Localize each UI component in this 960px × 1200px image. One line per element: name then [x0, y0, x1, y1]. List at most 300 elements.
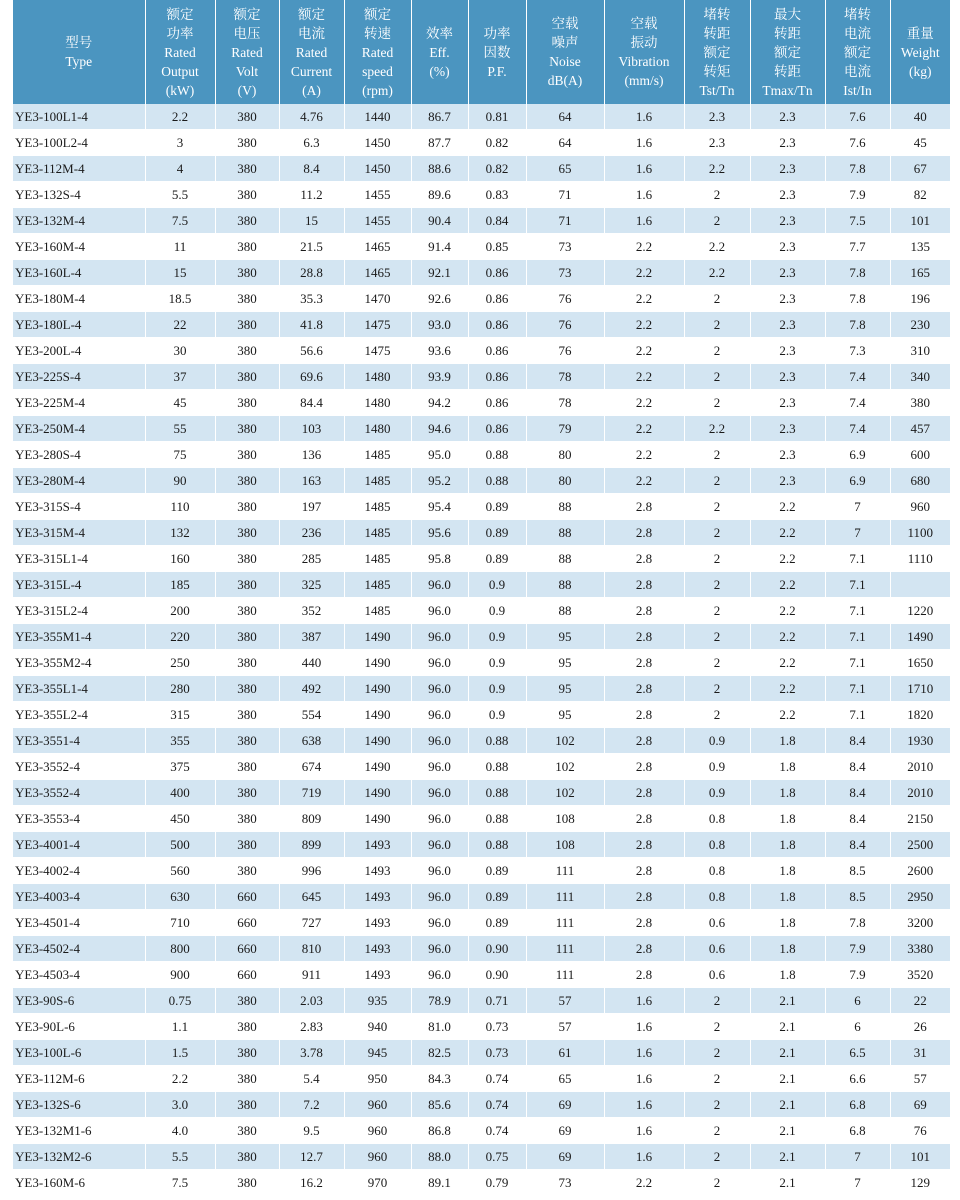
cell-vibration: 2.2 [604, 234, 684, 260]
cell-type: YE3-90L-6 [13, 1014, 145, 1040]
cell-tst-tn: 2 [684, 364, 750, 390]
cell-rated-output: 7.5 [145, 1170, 215, 1196]
header-weight-en: Weight (kg) [900, 44, 940, 79]
cell-rated-output: 2.2 [145, 1066, 215, 1092]
cell-efficiency: 94.2 [411, 390, 468, 416]
cell-rated-speed: 1490 [344, 702, 411, 728]
cell-power-factor: 0.89 [468, 494, 526, 520]
cell-rated-output: 15 [145, 260, 215, 286]
cell-tmax-tn: 1.8 [750, 962, 825, 988]
cell-tmax-tn: 2.2 [750, 572, 825, 598]
cell-tst-tn: 2 [684, 702, 750, 728]
cell-power-factor: 0.71 [468, 988, 526, 1014]
cell-rated-output: 375 [145, 754, 215, 780]
cell-efficiency: 96.0 [411, 676, 468, 702]
cell-rated-volt: 380 [215, 624, 279, 650]
header-efficiency-zh: 效率 [426, 25, 453, 41]
cell-tmax-tn: 2.2 [750, 676, 825, 702]
cell-rated-speed: 1485 [344, 468, 411, 494]
cell-noise: 88 [526, 598, 604, 624]
cell-weight: 457 [890, 416, 950, 442]
cell-type: YE3-315S-4 [13, 494, 145, 520]
cell-power-factor: 0.89 [468, 910, 526, 936]
cell-rated-output: 160 [145, 546, 215, 572]
cell-tst-tn: 0.8 [684, 858, 750, 884]
cell-power-factor: 0.89 [468, 546, 526, 572]
header-rated-speed [344, 0, 411, 104]
cell-ist-in: 8.4 [825, 780, 890, 806]
cell-weight: 310 [890, 338, 950, 364]
cell-rated-output: 30 [145, 338, 215, 364]
table-row [13, 598, 950, 624]
cell-vibration: 2.2 [604, 364, 684, 390]
cell-noise: 88 [526, 546, 604, 572]
cell-tst-tn: 2 [684, 338, 750, 364]
cell-type: YE3-4003-4 [13, 884, 145, 910]
cell-rated-output: 220 [145, 624, 215, 650]
table-row [13, 754, 950, 780]
cell-power-factor: 0.88 [468, 442, 526, 468]
cell-rated-current: 3.78 [279, 1040, 344, 1066]
cell-rated-volt: 660 [215, 884, 279, 910]
cell-vibration: 1.6 [604, 1118, 684, 1144]
cell-rated-volt: 380 [215, 1118, 279, 1144]
cell-type: YE3-132M1-6 [13, 1118, 145, 1144]
table-header [13, 0, 950, 104]
cell-ist-in: 7.1 [825, 546, 890, 572]
cell-noise: 80 [526, 442, 604, 468]
cell-tmax-tn: 1.8 [750, 858, 825, 884]
cell-rated-current: 21.5 [279, 234, 344, 260]
cell-tmax-tn: 2.1 [750, 1118, 825, 1144]
cell-weight: 3200 [890, 910, 950, 936]
cell-rated-speed: 1450 [344, 156, 411, 182]
cell-rated-output: 4 [145, 156, 215, 182]
cell-rated-volt: 380 [215, 364, 279, 390]
cell-rated-output: 900 [145, 962, 215, 988]
cell-type: YE3-200L-4 [13, 338, 145, 364]
cell-rated-current: 6.3 [279, 130, 344, 156]
table-row [13, 286, 950, 312]
cell-rated-output: 3 [145, 130, 215, 156]
cell-type: YE3-315L2-4 [13, 598, 145, 624]
cell-noise: 102 [526, 754, 604, 780]
cell-rated-volt: 380 [215, 494, 279, 520]
cell-power-factor: 0.73 [468, 1014, 526, 1040]
header-efficiency [411, 0, 468, 104]
cell-vibration: 1.6 [604, 104, 684, 130]
cell-vibration: 2.8 [604, 572, 684, 598]
cell-tmax-tn: 2.3 [750, 260, 825, 286]
cell-rated-current: 197 [279, 494, 344, 520]
header-noise-en: Noise dB(A) [547, 54, 583, 88]
cell-rated-volt: 380 [215, 754, 279, 780]
cell-rated-output: 800 [145, 936, 215, 962]
cell-type: YE3-100L-6 [13, 1040, 145, 1066]
cell-ist-in: 6 [825, 988, 890, 1014]
cell-rated-current: 809 [279, 806, 344, 832]
cell-vibration: 1.6 [604, 1040, 684, 1066]
cell-rated-current: 352 [279, 598, 344, 624]
cell-efficiency: 91.4 [411, 234, 468, 260]
cell-vibration: 2.8 [604, 884, 684, 910]
cell-weight: 67 [890, 156, 950, 182]
cell-efficiency: 85.6 [411, 1092, 468, 1118]
cell-tst-tn: 2 [684, 390, 750, 416]
cell-tst-tn: 2 [684, 1014, 750, 1040]
cell-weight: 69 [890, 1092, 950, 1118]
header-rated-output [145, 0, 215, 104]
cell-vibration: 2.2 [604, 390, 684, 416]
cell-rated-current: 8.4 [279, 156, 344, 182]
cell-rated-volt: 380 [215, 858, 279, 884]
table-row [13, 988, 950, 1014]
cell-tst-tn: 0.6 [684, 962, 750, 988]
cell-ist-in: 7.9 [825, 962, 890, 988]
cell-rated-volt: 380 [215, 390, 279, 416]
cell-rated-speed: 1490 [344, 728, 411, 754]
cell-weight: 57 [890, 1066, 950, 1092]
cell-tst-tn: 2 [684, 208, 750, 234]
cell-rated-volt: 380 [215, 286, 279, 312]
cell-efficiency: 87.7 [411, 130, 468, 156]
cell-tst-tn: 0.9 [684, 754, 750, 780]
cell-efficiency: 96.0 [411, 962, 468, 988]
cell-tmax-tn: 2.3 [750, 338, 825, 364]
cell-type: YE3-160L-4 [13, 260, 145, 286]
cell-type: YE3-250M-4 [13, 416, 145, 442]
cell-power-factor: 0.86 [468, 390, 526, 416]
cell-tmax-tn: 2.1 [750, 1144, 825, 1170]
cell-rated-volt: 380 [215, 1170, 279, 1196]
cell-noise: 73 [526, 234, 604, 260]
cell-tst-tn: 2 [684, 1144, 750, 1170]
cell-tmax-tn: 2.3 [750, 130, 825, 156]
cell-rated-current: 727 [279, 910, 344, 936]
cell-ist-in: 7.9 [825, 182, 890, 208]
cell-rated-output: 200 [145, 598, 215, 624]
cell-efficiency: 95.6 [411, 520, 468, 546]
cell-rated-volt: 380 [215, 728, 279, 754]
cell-rated-speed: 1475 [344, 338, 411, 364]
cell-power-factor: 0.88 [468, 754, 526, 780]
cell-rated-current: 4.76 [279, 104, 344, 130]
cell-rated-speed: 1475 [344, 312, 411, 338]
cell-tmax-tn: 2.1 [750, 1040, 825, 1066]
cell-vibration: 1.6 [604, 1014, 684, 1040]
cell-rated-volt: 380 [215, 104, 279, 130]
cell-rated-output: 90 [145, 468, 215, 494]
cell-rated-speed: 1493 [344, 884, 411, 910]
cell-tst-tn: 2 [684, 312, 750, 338]
cell-ist-in: 7 [825, 494, 890, 520]
cell-rated-output: 3.0 [145, 1092, 215, 1118]
cell-vibration: 2.8 [604, 624, 684, 650]
cell-vibration: 1.6 [604, 130, 684, 156]
cell-rated-speed: 950 [344, 1066, 411, 1092]
cell-rated-volt: 380 [215, 1144, 279, 1170]
cell-rated-speed: 1485 [344, 494, 411, 520]
cell-tst-tn: 2 [684, 442, 750, 468]
cell-rated-speed: 970 [344, 1170, 411, 1196]
cell-type: YE3-355M2-4 [13, 650, 145, 676]
cell-rated-volt: 380 [215, 988, 279, 1014]
cell-ist-in: 7 [825, 520, 890, 546]
header-power-factor-zh: 功率 因数 [483, 25, 511, 60]
cell-vibration: 2.2 [604, 442, 684, 468]
cell-rated-output: 5.5 [145, 182, 215, 208]
cell-ist-in: 7.8 [825, 312, 890, 338]
cell-ist-in: 7.1 [825, 676, 890, 702]
cell-weight: 26 [890, 1014, 950, 1040]
cell-tmax-tn: 2.2 [750, 598, 825, 624]
table-row [13, 832, 950, 858]
cell-tmax-tn: 2.3 [750, 286, 825, 312]
cell-rated-current: 56.6 [279, 338, 344, 364]
cell-rated-volt: 380 [215, 208, 279, 234]
header-vibration-en: Vibration (mm/s) [618, 54, 670, 88]
cell-type: YE3-280M-4 [13, 468, 145, 494]
cell-type: YE3-3553-4 [13, 806, 145, 832]
cell-noise: 111 [526, 962, 604, 988]
cell-power-factor: 0.9 [468, 702, 526, 728]
cell-type: YE3-100L1-4 [13, 104, 145, 130]
cell-rated-current: 810 [279, 936, 344, 962]
cell-rated-speed: 935 [344, 988, 411, 1014]
cell-rated-volt: 380 [215, 1014, 279, 1040]
cell-power-factor: 0.86 [468, 416, 526, 442]
cell-power-factor: 0.9 [468, 624, 526, 650]
cell-vibration: 1.6 [604, 156, 684, 182]
cell-rated-current: 325 [279, 572, 344, 598]
cell-noise: 76 [526, 338, 604, 364]
cell-power-factor: 0.89 [468, 884, 526, 910]
header-rated-current [279, 0, 344, 104]
cell-type: YE3-355L2-4 [13, 702, 145, 728]
cell-tst-tn: 2 [684, 1040, 750, 1066]
table-row [13, 494, 950, 520]
cell-efficiency: 96.0 [411, 780, 468, 806]
header-rated-volt-zh: 额定 电压 [233, 6, 261, 41]
header-rated-current-en: Rated Current (A) [290, 44, 333, 98]
cell-power-factor: 0.88 [468, 780, 526, 806]
cell-rated-output: 22 [145, 312, 215, 338]
cell-tmax-tn: 1.8 [750, 884, 825, 910]
cell-tst-tn: 0.8 [684, 832, 750, 858]
cell-rated-output: 18.5 [145, 286, 215, 312]
cell-rated-output: 55 [145, 416, 215, 442]
cell-tmax-tn: 2.3 [750, 442, 825, 468]
cell-vibration: 2.2 [604, 416, 684, 442]
cell-vibration: 2.8 [604, 910, 684, 936]
cell-type: YE3-3552-4 [13, 780, 145, 806]
table-row [13, 1144, 950, 1170]
cell-type: YE3-132S-4 [13, 182, 145, 208]
cell-efficiency: 96.0 [411, 832, 468, 858]
cell-power-factor: 0.88 [468, 468, 526, 494]
cell-rated-current: 996 [279, 858, 344, 884]
table-row [13, 624, 950, 650]
cell-power-factor: 0.74 [468, 1118, 526, 1144]
header-tst-tn-zh: 堵转 转距 额定 转矩 [703, 6, 731, 79]
table-row [13, 390, 950, 416]
cell-tst-tn: 2 [684, 1170, 750, 1196]
cell-type: YE3-3552-4 [13, 754, 145, 780]
cell-type: YE3-4503-4 [13, 962, 145, 988]
cell-power-factor: 0.73 [468, 1040, 526, 1066]
cell-weight: 165 [890, 260, 950, 286]
cell-vibration: 1.6 [604, 208, 684, 234]
header-weight [890, 0, 950, 104]
table-row [13, 1092, 950, 1118]
cell-rated-output: 0.75 [145, 988, 215, 1014]
cell-vibration: 1.6 [604, 1066, 684, 1092]
cell-rated-current: 2.03 [279, 988, 344, 1014]
cell-tmax-tn: 1.8 [750, 754, 825, 780]
table-row [13, 260, 950, 286]
cell-type: YE3-132M2-6 [13, 1144, 145, 1170]
cell-rated-output: 37 [145, 364, 215, 390]
cell-efficiency: 96.0 [411, 624, 468, 650]
cell-rated-volt: 380 [215, 520, 279, 546]
cell-rated-output: 110 [145, 494, 215, 520]
cell-efficiency: 96.0 [411, 858, 468, 884]
cell-weight: 960 [890, 494, 950, 520]
cell-type: YE3-3551-4 [13, 728, 145, 754]
cell-rated-current: 41.8 [279, 312, 344, 338]
cell-vibration: 2.8 [604, 962, 684, 988]
cell-tmax-tn: 2.3 [750, 416, 825, 442]
cell-rated-current: 28.8 [279, 260, 344, 286]
cell-rated-current: 136 [279, 442, 344, 468]
cell-tmax-tn: 2.1 [750, 1092, 825, 1118]
cell-vibration: 2.8 [604, 598, 684, 624]
cell-power-factor: 0.74 [468, 1092, 526, 1118]
cell-rated-speed: 1490 [344, 676, 411, 702]
cell-vibration: 2.8 [604, 806, 684, 832]
cell-tmax-tn: 2.2 [750, 650, 825, 676]
cell-noise: 69 [526, 1144, 604, 1170]
cell-vibration: 2.8 [604, 520, 684, 546]
cell-ist-in: 6.9 [825, 468, 890, 494]
cell-ist-in: 8.5 [825, 858, 890, 884]
cell-noise: 73 [526, 260, 604, 286]
cell-rated-current: 554 [279, 702, 344, 728]
cell-power-factor: 0.9 [468, 572, 526, 598]
cell-rated-output: 280 [145, 676, 215, 702]
cell-efficiency: 92.1 [411, 260, 468, 286]
cell-power-factor: 0.9 [468, 598, 526, 624]
cell-tmax-tn: 2.3 [750, 104, 825, 130]
cell-noise: 61 [526, 1040, 604, 1066]
cell-power-factor: 0.83 [468, 182, 526, 208]
cell-tst-tn: 0.8 [684, 884, 750, 910]
cell-vibration: 2.2 [604, 286, 684, 312]
cell-rated-volt: 660 [215, 936, 279, 962]
cell-rated-output: 75 [145, 442, 215, 468]
table-row [13, 676, 950, 702]
cell-ist-in: 7.4 [825, 390, 890, 416]
cell-ist-in: 8.4 [825, 728, 890, 754]
cell-noise: 88 [526, 572, 604, 598]
cell-power-factor: 0.86 [468, 312, 526, 338]
cell-ist-in: 7.8 [825, 156, 890, 182]
cell-efficiency: 88.6 [411, 156, 468, 182]
cell-weight: 22 [890, 988, 950, 1014]
cell-type: YE3-225S-4 [13, 364, 145, 390]
cell-rated-output: 2.2 [145, 104, 215, 130]
cell-noise: 80 [526, 468, 604, 494]
cell-efficiency: 96.0 [411, 728, 468, 754]
cell-weight: 101 [890, 1144, 950, 1170]
cell-noise: 69 [526, 1118, 604, 1144]
table-row [13, 962, 950, 988]
cell-weight: 129 [890, 1170, 950, 1196]
cell-rated-volt: 380 [215, 130, 279, 156]
cell-noise: 102 [526, 780, 604, 806]
cell-rated-volt: 380 [215, 338, 279, 364]
cell-tmax-tn: 2.3 [750, 156, 825, 182]
cell-vibration: 2.8 [604, 676, 684, 702]
cell-weight: 1110 [890, 546, 950, 572]
cell-noise: 64 [526, 130, 604, 156]
cell-rated-volt: 380 [215, 468, 279, 494]
cell-noise: 108 [526, 806, 604, 832]
cell-ist-in: 6.5 [825, 1040, 890, 1066]
cell-tst-tn: 2.3 [684, 130, 750, 156]
table-row [13, 884, 950, 910]
header-type-zh: 型号 [65, 35, 93, 50]
cell-ist-in: 6.9 [825, 442, 890, 468]
cell-type: YE3-315M-4 [13, 520, 145, 546]
table-row [13, 156, 950, 182]
header-vibration [604, 0, 684, 104]
header-type [13, 0, 145, 104]
cell-noise: 88 [526, 520, 604, 546]
cell-rated-speed: 1455 [344, 182, 411, 208]
table-row [13, 104, 950, 130]
cell-noise: 88 [526, 494, 604, 520]
cell-power-factor: 0.86 [468, 260, 526, 286]
cell-noise: 79 [526, 416, 604, 442]
cell-power-factor: 0.81 [468, 104, 526, 130]
cell-efficiency: 90.4 [411, 208, 468, 234]
cell-rated-volt: 380 [215, 156, 279, 182]
cell-tmax-tn: 2.1 [750, 988, 825, 1014]
cell-rated-volt: 660 [215, 910, 279, 936]
cell-noise: 76 [526, 286, 604, 312]
header-rated-output-zh: 额定 功率 [166, 6, 194, 41]
header-tmax-tn-en: Tmax/Tn [762, 82, 813, 98]
cell-ist-in: 7.6 [825, 104, 890, 130]
cell-tst-tn: 0.9 [684, 780, 750, 806]
cell-efficiency: 96.0 [411, 936, 468, 962]
cell-rated-output: 710 [145, 910, 215, 936]
cell-efficiency: 96.0 [411, 754, 468, 780]
cell-power-factor: 0.90 [468, 962, 526, 988]
cell-vibration: 2.8 [604, 780, 684, 806]
cell-rated-speed: 1485 [344, 442, 411, 468]
table-row [13, 1118, 950, 1144]
cell-weight: 1490 [890, 624, 950, 650]
cell-power-factor: 0.86 [468, 286, 526, 312]
cell-ist-in: 7.1 [825, 598, 890, 624]
cell-noise: 95 [526, 650, 604, 676]
cell-tst-tn: 2 [684, 598, 750, 624]
cell-ist-in: 8.4 [825, 754, 890, 780]
table-row [13, 130, 950, 156]
cell-tmax-tn: 2.3 [750, 182, 825, 208]
